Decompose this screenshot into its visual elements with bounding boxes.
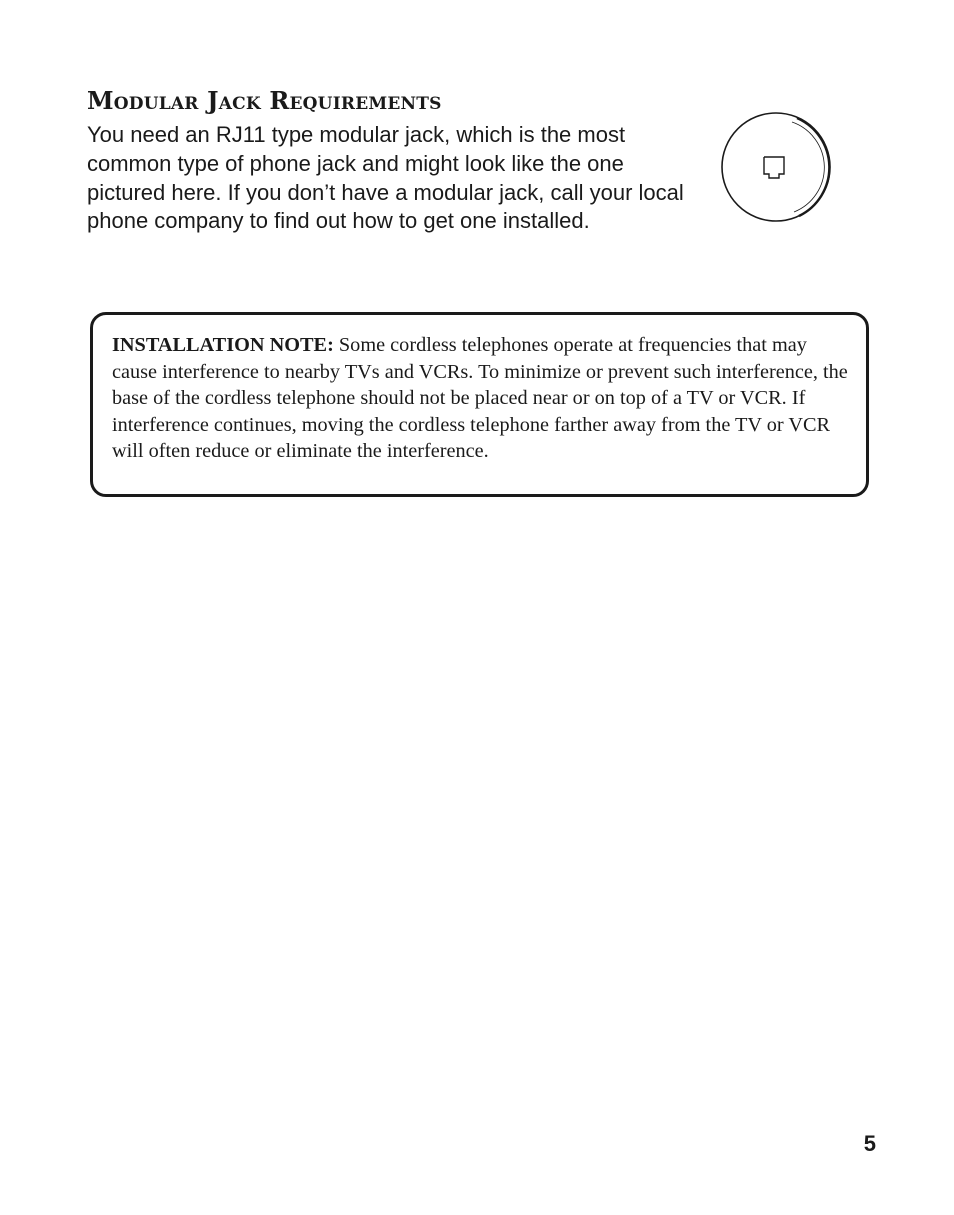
section-heading: Modular Jack Requirements xyxy=(87,86,442,115)
installation-note-label: INSTALLATION NOTE: xyxy=(112,334,334,356)
section-body-text: You need an RJ11 type modular jack, which is the most common type of phone jack and might look like the one pictured here. If you don’t have a modular jack, call your local phone company to find out how to get one installed. xyxy=(87,122,684,234)
page-number: 5 xyxy=(863,1131,876,1156)
installation-note xyxy=(112,332,848,465)
installation-note-box xyxy=(90,312,869,497)
installation-note-text: Some cordless telephones operate at frequencies that may cause interference to nearby TVs and VCRs. To minimize or prevent such interference, the base of the cordless telephone should not be placed near or on top of a TV or VCR. If interference continues, moving the cordless telephone farther away from the TV or VCR will often reduce or eliminate the interference. xyxy=(112,334,848,462)
modular-jack-icon xyxy=(718,106,840,228)
